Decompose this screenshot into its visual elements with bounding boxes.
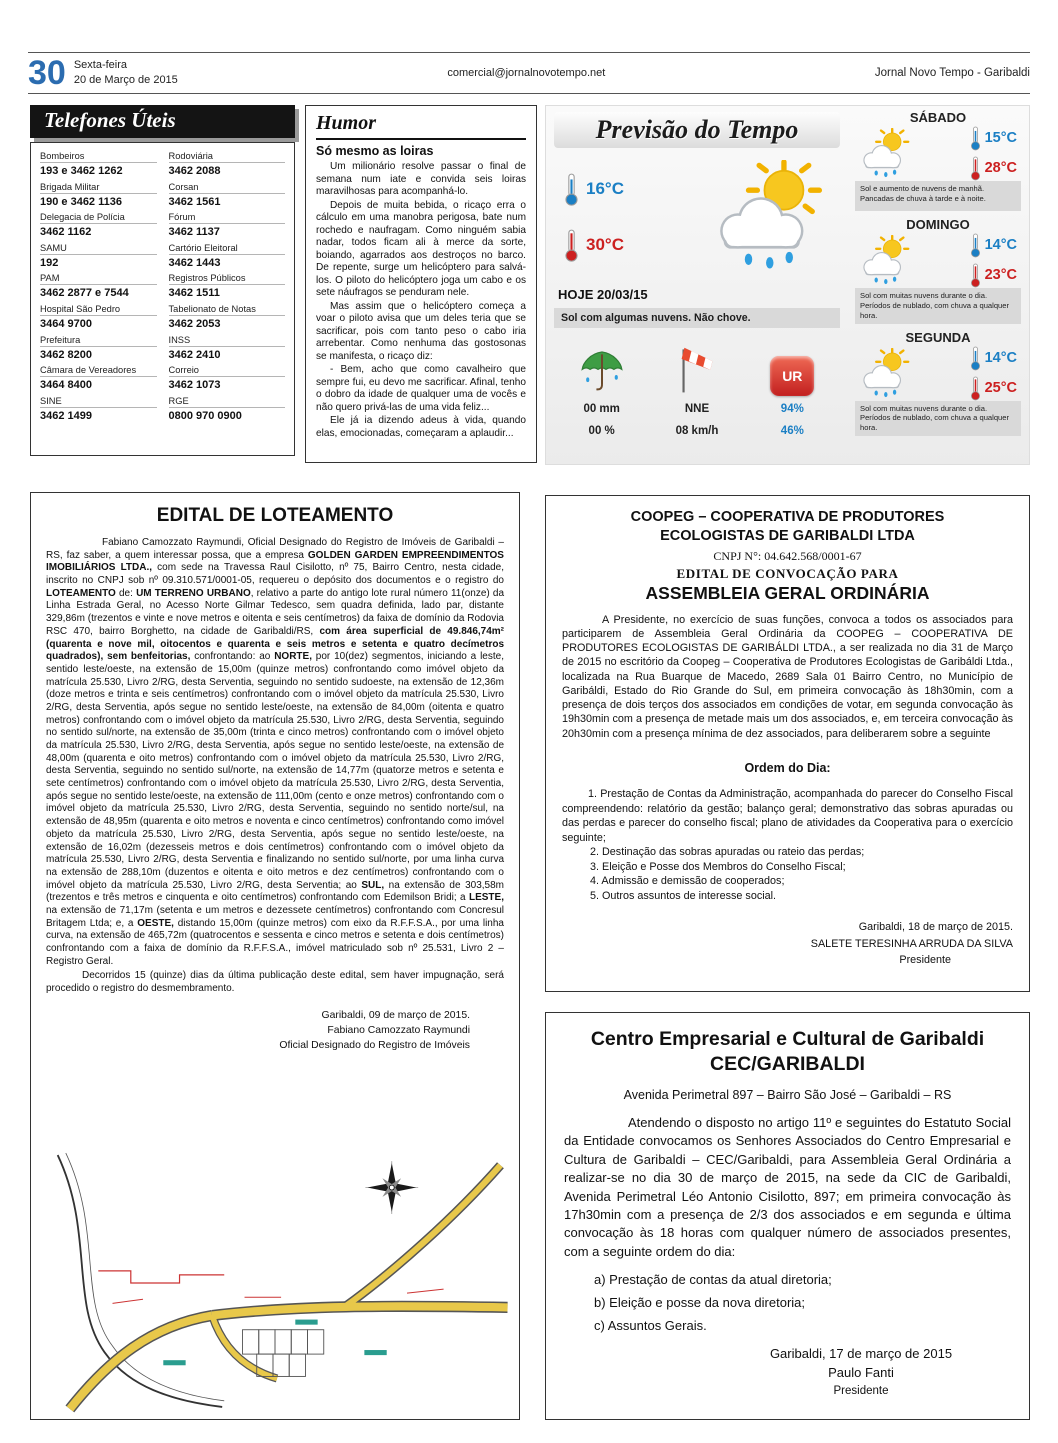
phone-number: 3462 1561 — [168, 195, 221, 208]
coopeg-convocation-line: EDITAL DE CONVOCAÇÃO PARA — [676, 565, 899, 581]
edital-signature — [46, 1008, 504, 1053]
phones-column-left — [40, 151, 157, 447]
phone-label: Prefeitura — [40, 335, 157, 347]
agenda-item: a) Prestação de contas da atual diretoria; — [594, 1272, 832, 1288]
phone-label: INSS — [169, 335, 286, 347]
humor-paragraph: Um milionário resolve passar o final de semana num iate e convida seis loiras maravilhosas para acompanhá-lo. — [316, 161, 526, 198]
agenda-item: c) Assuntos Gerais. — [594, 1317, 707, 1333]
coopeg-agenda-list — [562, 787, 1013, 904]
weather-forecast-column — [847, 108, 1029, 444]
humor-section — [305, 105, 537, 463]
issue-date: 20 de Março de 2015 — [73, 74, 178, 86]
sun-cloud-rain-icon — [706, 160, 830, 275]
weekday-label: Sexta-feira — [73, 59, 128, 72]
phone-label: Rodoviária — [169, 151, 286, 163]
humor-paragraph: Depois de muita bebida, o ricaço erra o cálculo em uma manobra perigosa, bate num rochedo e naufragam. Como ninguém sabia nadar, todos ficam ali à merce da sorte, boiando, agarrados aos destroços no barco. De repente, surge um helicóptero para salvá-los. O piloto do helicóptero joga um cabo e os sete náufragos se penduram nele. — [316, 199, 526, 299]
forecast-min-temp: 14°C — [970, 345, 1017, 371]
forecast-caption: Sol com muitas nuvens durante o dia. Períodos de nublado, com chuva a qualquer hora. — [855, 401, 1021, 437]
thermometer-blue-icon — [970, 345, 981, 371]
humidity-metric — [749, 344, 835, 439]
agenda-item: 5. Outros assuntos de interesse social. — [590, 889, 777, 902]
edital-closing: Decorridos 15 (quinze) dias da última publicação deste edital, sem haver impugnação, será procedido o registro do desmembramento. — [46, 970, 504, 995]
page-number: 30 — [28, 54, 66, 92]
rain-mm-value: 00 mm — [583, 403, 620, 415]
thermometer-blue-icon — [564, 172, 579, 206]
sun-cloud-rain-icon — [857, 128, 913, 178]
signature-date: Garibaldi, 18 de março de 2015. — [858, 921, 1013, 934]
forecast-day — [855, 217, 1021, 324]
phone-number: 3462 2410 — [168, 348, 221, 361]
phone-label: Tabelionato de Notas — [169, 304, 286, 316]
phone-label: Delegacia de Polícia — [40, 212, 157, 224]
coopeg-signature — [562, 919, 1013, 968]
thermometer-blue-icon — [970, 232, 981, 258]
edital-section — [30, 492, 520, 1420]
phones-column-right — [169, 151, 286, 447]
agenda-item: 2. Destinação das sobras apuradas ou rateio das perdas; — [590, 846, 865, 859]
phone-label: Cartório Eleitoral — [169, 243, 286, 255]
signature-title: Presidente — [899, 953, 951, 966]
signature-title: Oficial Designado do Registro de Imóveis — [279, 1039, 470, 1051]
rain-metric — [559, 344, 645, 439]
coopeg-cnpj: CNPJ N°: 04.642.568/0001-67 — [713, 548, 862, 563]
coopeg-assembly-line: ASSEMBLEIA GERAL ORDINÁRIA — [645, 582, 930, 603]
coopeg-title-line2: ECOLOGISTAS DE GARIBALDI LTDA — [660, 527, 915, 544]
cec-agenda-list — [594, 1269, 1011, 1337]
phone-number: 3464 8400 — [40, 379, 92, 392]
agenda-item: b) Eleição e posse da nova diretoria; — [594, 1295, 806, 1311]
useful-phones-title: Telefones Úteis — [30, 105, 295, 138]
weather-today — [554, 158, 840, 275]
thermometer-red-icon — [970, 262, 981, 288]
thermometer-red-icon — [564, 228, 579, 262]
phone-label: Corsan — [169, 182, 286, 194]
phone-label: Bombeiros — [40, 151, 157, 163]
sun-cloud-rain-icon — [857, 235, 913, 285]
sun-cloud-rain-icon — [857, 348, 913, 398]
coopeg-notice — [545, 495, 1030, 992]
forecast-day-name: SÁBADO — [909, 110, 967, 125]
coopeg-agenda-title: Ordem do Dia: — [744, 760, 831, 775]
forecast-caption: Sol com muitas nuvens durante o dia. Períodos de nublado, com chuva a qualquer hora. — [855, 288, 1021, 324]
signature-date: Garibaldi, 17 de março de 2015 — [769, 1345, 953, 1361]
contact-email: comercial@jornalnovotempo.net — [447, 67, 606, 79]
agenda-item: 3. Eleição e Posse dos Membros do Conselho Fiscal; — [590, 860, 846, 873]
forecast-day-name: SEGUNDA — [905, 329, 971, 345]
phone-number: 193 e 3462 1262 — [40, 165, 123, 177]
date-block — [74, 58, 178, 88]
forecast-day — [855, 110, 1021, 211]
humidity-min-value: 46% — [780, 424, 804, 437]
weather-metrics — [554, 344, 840, 439]
plat-map — [39, 1151, 511, 1413]
phone-number: 3464 9700 — [40, 317, 92, 330]
umbrella-icon — [559, 344, 645, 396]
newspaper-name: Jornal Novo Tempo - Garibaldi — [874, 67, 1030, 79]
edital-title: EDITAL DE LOTEAMENTO — [156, 505, 394, 526]
signature-name: SALETE TERESINHA ARRUDA DA SILVA — [810, 937, 1013, 950]
phone-label: Hospital São Pedro — [40, 304, 157, 316]
today-date-label: HOJE 20/03/15 — [558, 287, 648, 302]
cec-signature — [711, 1344, 1011, 1400]
today-min-temp: 16°C — [564, 172, 624, 206]
thermometer-red-icon — [970, 155, 981, 181]
phone-number: 190 e 3462 1136 — [40, 195, 122, 208]
cec-body: Atendendo o disposto no artigo 11º e seguintes do Estatuto Social da Entidade convocamos os Senhores Associados do Centro Empresarial e Cultura de Garibaldi – CEC/Garibaldi, para Assembleia Geral Ordinária a realizar-se no dia 30 de março de 2015, na sede da CIC de Garibaldi, Avenida Perimetral Léo Antonio Cisilotto, 897; em primeira convocação às 17h30min com a presença de 2/3 dos associados e em segunda e última convocação às 18 horas com qualquer número de associados presentes, com a seguinte ordem do dia: — [564, 1114, 1011, 1259]
signature-title: Presidente — [833, 1384, 889, 1397]
phone-number: 3462 1162 — [40, 226, 92, 239]
phone-number: 3462 2053 — [168, 317, 221, 330]
phone-label: RGE — [169, 396, 286, 408]
signature-date: Garibaldi, 09 de março de 2015. — [321, 1009, 470, 1021]
weather-section — [545, 105, 1030, 465]
today-max-temp: 30°C — [564, 228, 624, 262]
phone-number: 3462 1073 — [168, 379, 221, 392]
humor-title: Humor — [316, 112, 526, 140]
thermometer-blue-icon — [970, 125, 981, 151]
page-header — [28, 52, 1030, 94]
forecast-min-temp: 15°C — [970, 125, 1017, 151]
useful-phones-list — [30, 142, 295, 456]
humor-paragraph: Mas assim que o helicóptero começa a voar o piloto avisa que um deles teria que se sacrificar, pois com tanto peso o cabo iria arrebentar. Como nenhuma das gostosonas se manifesta, o ricaço diz: — [316, 300, 526, 362]
rain-pct-value: 00 % — [588, 424, 615, 437]
wind-direction-value: NNE — [684, 403, 710, 415]
forecast-max-temp: 23°C — [970, 262, 1017, 288]
forecast-caption: Sol e aumento de nuvens de manhã. Pancadas de chuva à tarde e à noite. — [855, 181, 1021, 211]
cec-title-line1: Centro Empresarial e Cultural de Garibaldi — [590, 1028, 985, 1050]
windsock-icon — [654, 344, 740, 396]
thermometer-red-icon — [970, 375, 981, 401]
weather-today-panel — [546, 106, 848, 464]
phone-label: PAM — [40, 273, 157, 285]
forecast-day — [855, 330, 1021, 437]
agenda-item: 4. Admissão e demissão de cooperados; — [590, 875, 785, 888]
phone-label: SINE — [40, 396, 157, 408]
signature-name: Paulo Fanti — [828, 1365, 894, 1381]
cec-address: Avenida Perimetral 897 – Bairro São José – Garibaldi – RS — [623, 1087, 952, 1102]
phone-number: 192 — [40, 256, 59, 269]
cec-title-line2: CEC/GARIBALDI — [710, 1053, 865, 1076]
forecast-max-temp: 28°C — [970, 155, 1017, 181]
weather-title: Previsão do Tempo — [554, 112, 840, 148]
phone-number: 3462 1511 — [168, 287, 220, 300]
wind-metric — [654, 344, 740, 439]
coopeg-body: A Presidente, no exercício de suas funções, convoca a todos os associados para participarem de Assembleia Geral Ordinária da COOPEG – COOPERATIVA DE PRODUTORES ECOLOGISTAS DE GARIBÁLDI LTDA., a ser realizada no dia 31 de Março de 2015 no escritório da Coopeg – Cooperativa de Produtores Ecologistas de Garibáldi Ltda., localizada na Rua Buarque de Macedo, 2689 Sala 01 Bairro Centro, no Município de Garibáldi, Estado do Rio Grande do Sul, em primeira convocação às 18h30min, com a presença de dois terços dos associados em condições de votar, em segunda convocação às 19h30min com a presença de metade mais um dos associados, e, em terceira convocação às 20h30min com a presença mínima de dez associados, para deliberarem sobre a seguinte — [562, 613, 1013, 740]
useful-phones-section — [30, 105, 295, 463]
phone-label: SAMU — [40, 243, 157, 255]
phone-number: 3462 8200 — [40, 348, 92, 361]
forecast-day-name: DOMINGO — [906, 217, 970, 232]
humidity-badge: UR — [770, 356, 814, 396]
phone-label: Fórum — [169, 212, 286, 224]
phone-label: Brigada Militar — [40, 182, 157, 194]
humidity-max-value: 94% — [780, 403, 804, 415]
forecast-max-temp: 25°C — [970, 375, 1017, 401]
phone-label: Correio — [169, 365, 286, 377]
humor-paragraph: - Bem, acho que como cavalheiro que sempre fui, eu devo me sacrificar. Afinal, tenho o dobro da idade de qualquer uma de vocês e não quero privá-las de uma vida feliz... — [316, 364, 526, 413]
phone-number: 3462 1499 — [40, 409, 92, 422]
humor-paragraph: Ele já ia dizendo adeus à vida, quando elas, emocionadas, começaram a aplaudir... — [316, 415, 526, 439]
phone-label: Câmara de Vereadores — [40, 365, 157, 377]
today-summary: Sol com algumas nuvens. Não chove. — [554, 308, 840, 328]
humor-subtitle: Só mesmo as loiras — [316, 144, 434, 158]
phone-number: 3462 2877 e 7544 — [40, 287, 129, 300]
phone-label: Registros Públicos — [169, 273, 286, 285]
cec-notice — [545, 1012, 1030, 1420]
phone-number: 0800 970 0900 — [168, 409, 242, 422]
coopeg-title-line1: COOPEG – COOPERATIVA DE PRODUTORES — [630, 509, 945, 525]
wind-speed-value: 08 km/h — [675, 424, 719, 437]
edital-body: Fabiano Camozzato Raymundi, Oficial Designado do Registro de Imóveis de Garibaldi – RS, faz saber, a quem interessar possa, que a empresa GOLDEN GARDEN EMPREENDIMENTOS IMOBILIÁRIOS LTDA., com sede na Travessa Raul Cisilotto, nº 75, Bairro Centro, nesta cidade, inscrito no CNPJ sob nº 09.310.571/0001-05, requereu o depósito dos documentos e o registro do LOTEAMENTO de: UM TERRENO URBANO, relativo a parte do antigo lote rural número 11(onze) da Linha Estrada Geral, no Acesso Norte Gilmar Tedesco, sem quadra definida, lado par, distante 329,86m (trezentos e vinte e nove metros e oitenta e seis centímetros) da faixa de domínio da Rodovia RSC 470, bairro Borghetto, na cidade de Garibaldi/RS, com área superficial de 49.846,74m² (quarenta e nove mil, oitocentos e quarenta e seis metros e setenta e quatro decímetros quadrados), sem benfeitorias, confrontando: ao NORTE, por 10(dez) segmentos, iniciando a leste, sentido leste/oeste, na extensão de 15,00m (quinze metros) confrontando como imóvel objeto da matrícula 25.530, Livro 2/RG, desta Serventia, seguindo no sentido sudoeste, na extensão de 12,36m (doze metros e trinta e seis centímetros) confrontando com o imóvel objeto da matrícula 25.530, Livro 2/RG, desta Serventia, após segue no sentido leste/oeste, na extensão de 84,00m (oitenta e quatro metros) confrontando com o imóvel objeto da matrícula 25.530, Livro 2/RG, desta Serventia, seguindo no sentido sul/norte, na extensão de 35,00m (trinta e cinco metros) confrontando com o imóvel objeto da matrícula 25.530, Livro 2/RG, desta Serventia, após segue no sentido leste/oeste, na extensão de 48,00m (quarenta e oito metros) confrontando com o imóvel objeto da matrícula 25.530, Livro 2/RG, desta Serventia, seguindo no sentido sul/norte, na extensão de 14,77m (quatorze metros e setenta e sete centímetros) confrontando com o imóvel objeto da matrícula 25.530, Livro 2/RG, desta Serventia, após segue no sentido leste/oeste, na extensão de 111,00m (cento e onze metros) confrontando com o imóvel objeto da matrícula 25.530, Livro 2/RG, desta Serventia, seguindo no sentido norte/sul, na extensão de 48,95m (quarenta e oito metros e noventa e cinco centímetros) confrontando como imóvel objeto da matrícula 25.530, Livro 2/RG, desta Serventia, após segue no sentido leste/oeste, na extensão de 16,02m (dezesseis metros e dois centímetros) confrontando com o imóvel objeto da matrícula 25.530, Livro 2/RG, desta Serventia e finalizando no sentido sul/norte, por uma linha curva na extensão de 288,10m (duzentos e oitenta e oito metros e dez centímetros) confrontando com o imóvel objeto da matrícula 25.530, Livro 2/RG, desta Serventia; ao SUL, na extensão de 303,58m (trezentos e três metros e cinquenta e oito centímetros) confrontando com Edemilson Bridi; a LESTE, na extensão de 71,17m (setenta e um metros e dezessete centímetros) confrontando com Concresul Britagem Ltda; e, a OESTE, distando 15,00m (quinze metros) com eixo da R.F.F.S.A., por uma linha curva, na extensão de 465,72m (quatrocentos e sessenta e cinco metros e setenta e dois centímetros) confrontando com a faixa de domínio da R.F.F.S.A., imóvel matriculado sob nº 25.531, Livro 2 – Registro Geral. — [46, 537, 505, 967]
signature-name: Fabiano Camozzato Raymundi — [327, 1024, 470, 1036]
forecast-min-temp: 14°C — [970, 232, 1017, 258]
phone-number: 3462 2088 — [168, 165, 221, 177]
phone-number: 3462 1443 — [168, 256, 221, 269]
agenda-item: 1. Prestação de Contas da Administração, acompanhada do parecer do Conselho Fiscal compreendendo: relatório da gestão; balanço geral; demonstrativo das sobras apuradas ou das perdas e parecer do conselho fiscal; plano de atividades da Cooperativa para o exercício seguinte; — [562, 787, 1013, 844]
phone-number: 3462 1137 — [168, 226, 220, 239]
